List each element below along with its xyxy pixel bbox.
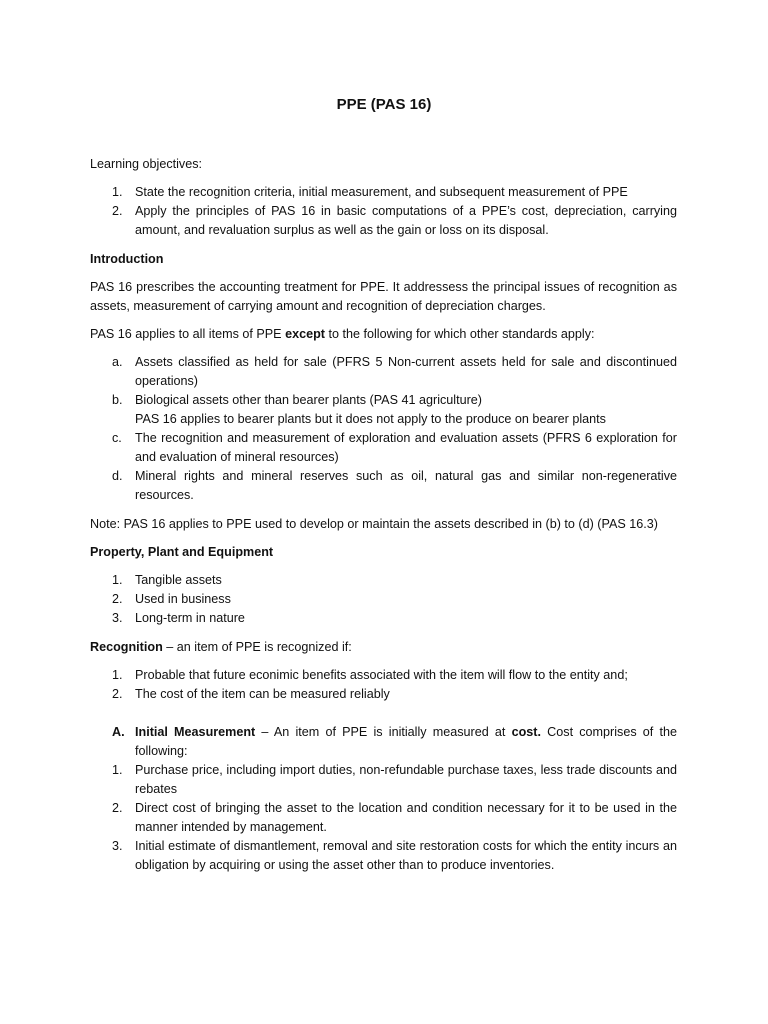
list-marker: a. [112, 355, 123, 369]
learning-objectives-list [90, 183, 677, 240]
list-marker: 1. [112, 573, 123, 587]
section-spacer [90, 714, 677, 723]
list-marker: 2. [112, 204, 123, 218]
list-item [90, 590, 677, 609]
list-item-text: Apply the principles of PAS 16 in basic computations of a PPE’s cost, depreciation, carrying amount, and revaluation surplus as well as the gain or loss on its disposal. [135, 204, 677, 237]
list-item [90, 391, 677, 429]
initial-measurement-label: Initial Measurement [135, 725, 256, 739]
ppe-characteristics-list [90, 571, 677, 628]
ppe-heading: Property, Plant and Equipment [90, 545, 274, 559]
list-item [90, 666, 677, 685]
initial-measurement-list [90, 723, 677, 875]
list-item-subtext: PAS 16 applies to bearer plants but it does not apply to the produce on bearer plants [135, 412, 606, 426]
scope-except-bold: except [285, 327, 325, 341]
initial-text-after: Cost comprises of the following: [135, 725, 677, 758]
scope-paragraph [90, 325, 677, 344]
list-item [90, 429, 677, 467]
initial-text-before: – An item of PPE is initially measured at [255, 725, 512, 739]
list-marker: 2. [112, 687, 123, 701]
list-item-text: Probable that future econimic benefits associated with the item will flow to the entity and; [135, 668, 628, 682]
list-marker: c. [112, 431, 122, 445]
list-item-text: Biological assets other than bearer plants (PAS 41 agriculture) [135, 393, 482, 407]
cost-bold: cost. [511, 725, 541, 739]
list-item-text: Assets classified as held for sale (PFRS 5 Non-current assets held for sale and discontinued operations) [135, 355, 677, 388]
recognition-text: – an item of PPE is recognized if: [162, 640, 352, 654]
introduction-heading: Introduction [90, 252, 164, 266]
list-item [90, 183, 677, 202]
list-item [90, 837, 677, 875]
list-item [90, 202, 677, 240]
list-item-text: The cost of the item can be measured reliably [135, 687, 390, 701]
page-title: PPE (PAS 16) [336, 96, 432, 113]
scope-text-after: to the following for which other standards apply: [324, 327, 595, 341]
list-marker: 1. [112, 185, 123, 199]
note-paragraph: Note: PAS 16 applies to PPE used to develop or maintain the assets described in (b) to (d) (PAS 16.3) [90, 517, 658, 531]
learning-objectives-label: Learning objectives: [90, 157, 203, 171]
list-marker: 2. [112, 592, 123, 606]
list-item-text: Direct cost of bringing the asset to the location and condition necessary for it to be used in the manner intended by management. [135, 801, 677, 834]
recognition-label: Recognition [90, 640, 163, 654]
list-item-text: Long-term in nature [135, 611, 245, 625]
document-body [90, 155, 677, 885]
list-item-text: Mineral rights and mineral reserves such as oil, natural gas and similar non-regenerative resources. [135, 469, 677, 502]
list-item [90, 761, 677, 799]
list-item-text: Purchase price, including import duties, non-refundable purchase taxes, less trade discounts and rebates [135, 763, 677, 796]
list-marker: 3. [112, 839, 123, 853]
list-item-text: The recognition and measurement of exploration and evaluation assets (PFRS 6 exploration for and evaluation of mineral resources) [135, 431, 677, 464]
section-marker: A. [112, 725, 125, 739]
list-item [90, 571, 677, 590]
list-item-text: Used in business [135, 592, 231, 606]
list-item-text: Initial estimate of dismantlement, removal and site restoration costs for which the entity incurs an obligation by acquiring or using the asset other than to produce inventories. [135, 839, 677, 872]
list-item-text: State the recognition criteria, initial measurement, and subsequent measurement of PPE [135, 185, 628, 199]
list-marker: 2. [112, 801, 123, 815]
scope-text: PAS 16 applies to all items of PPE [90, 327, 286, 341]
list-marker: d. [112, 469, 123, 483]
list-item [90, 467, 677, 505]
list-marker: 3. [112, 611, 123, 625]
recognition-criteria-list [90, 666, 677, 704]
list-item-text: Tangible assets [135, 573, 222, 587]
list-item [90, 353, 677, 391]
introduction-paragraph: PAS 16 prescribes the accounting treatment for PPE. It addressess the principal issues of recognition as assets, measurement of carrying amount and recognition of depreciation charges. [90, 280, 677, 313]
exceptions-list [90, 353, 677, 505]
list-marker: b. [112, 393, 123, 407]
recognition-paragraph [90, 638, 677, 657]
initial-measurement-item [90, 723, 677, 761]
list-item [90, 685, 677, 704]
list-item [90, 609, 677, 628]
list-marker: 1. [112, 763, 123, 777]
list-item [90, 799, 677, 837]
list-marker: 1. [112, 668, 123, 682]
